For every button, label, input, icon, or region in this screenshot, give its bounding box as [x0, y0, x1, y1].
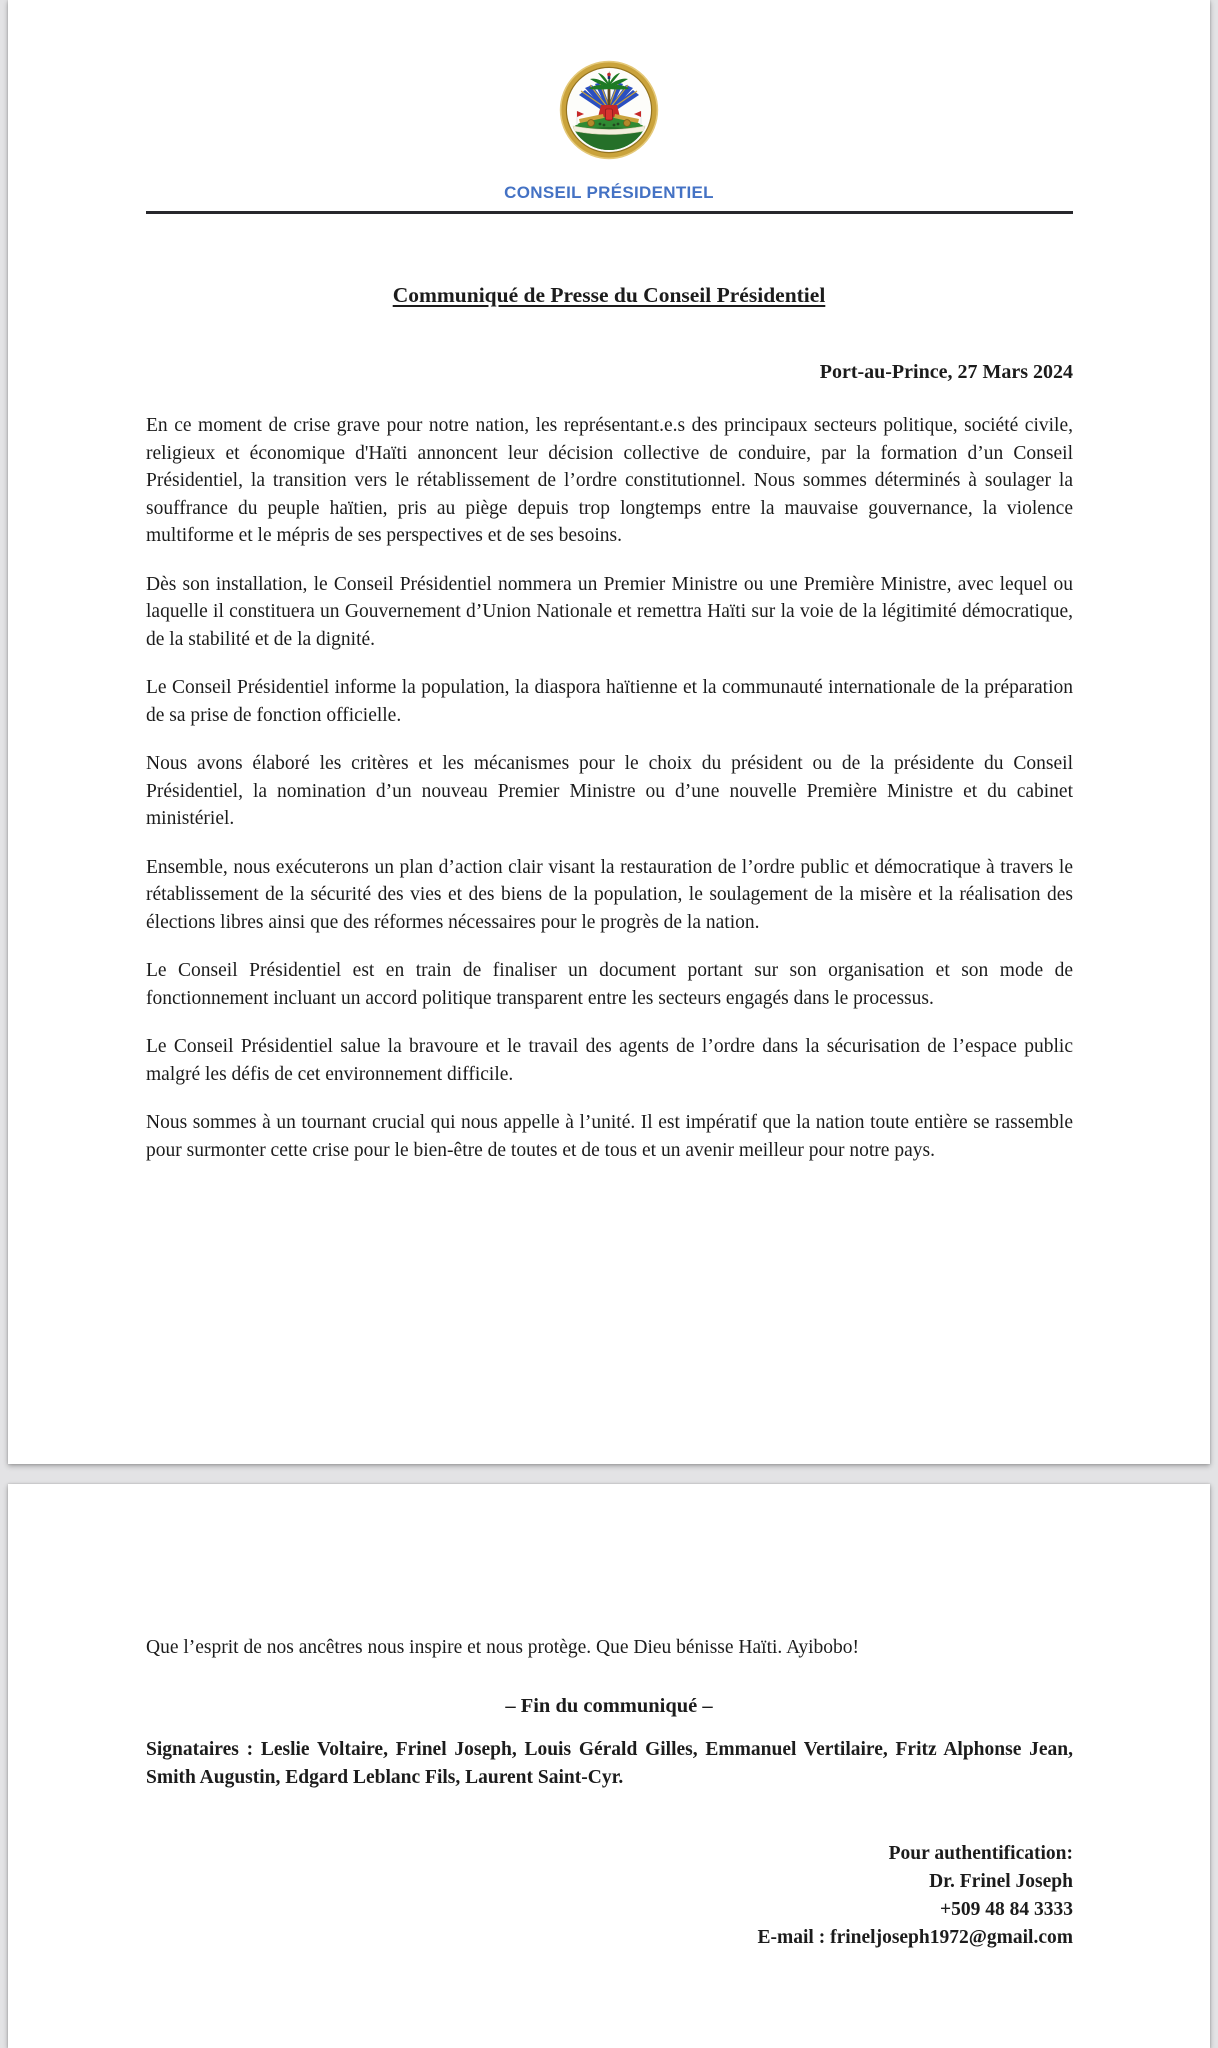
page-1 — [8, 0, 1210, 1464]
signatories: Signataires : Leslie Voltaire, Frinel Joseph, Louis Gérald Gilles, Emmanuel Vertilaire, Fritz Alphonse Jean, Smith Augustin, Edgard Leblanc Fils, Laurent Saint-Cyr. — [146, 1739, 1073, 1788]
paragraph: Le Conseil Présidentiel salue la bravoure et le travail des agents de l’ordre dans la sécurisation de l’espace public malgré les défis de cet environnement difficile. — [146, 1036, 1073, 1085]
doc-title: Communiqué de Presse du Conseil Présidentiel — [392, 283, 826, 307]
paragraph: En ce moment de crise grave pour notre nation, les représentant.e.s des principaux secteurs politique, société civile, religieux et économique d'Haïti annoncent leur décision collective de conduire, par la formation d’un Conseil Présidentiel, la transition vers le rétablissement de l’ordre constitutionnel. Nous sommes déterminés à soulager la souffrance du peuple haïtien, pris au piège depuis trop longtemps entre la mauvaise gouvernance, la violence multiforme et le mépris de ses perspectives et de ses besoins. — [146, 415, 1073, 546]
authentication-block — [146, 1840, 1073, 1952]
paragraph: Le Conseil Présidentiel est en train de finaliser un document portant sur son organisation et son mode de fonctionnement incluant un accord politique transparent entre les secteurs engagés dans le processus. — [146, 960, 1073, 1009]
blessing-line: Que l’esprit de nos ancêtres nous inspire et nous protège. Que Dieu bénisse Haïti. Ayibobo! — [146, 1637, 860, 1658]
end-of-communique-marker: – Fin du communiqué – — [505, 1695, 713, 1717]
paragraph: Nous avons élaboré les critères et les mécanismes pour le choix du président ou de la présidente du Conseil Présidentiel, la nomination d’un nouveau Premier Ministre ou d’une nouvelle Première Ministre et du cabinet ministériel. — [146, 753, 1073, 829]
header-rule — [146, 211, 1073, 214]
auth-heading: Pour authentification: — [888, 1843, 1073, 1864]
page-2 — [8, 1484, 1210, 2048]
auth-email: E-mail : frineljoseph1972@gmail.com — [757, 1927, 1073, 1948]
org-name: CONSEIL PRÉSIDENTIEL — [504, 183, 714, 202]
paragraph: Dès son installation, le Conseil Présidentiel nommera un Premier Ministre ou une Première Ministre, avec lequel ou laquelle il constituera un Gouvernement d’Union Nationale et remettra Haïti sur la voie de la légitimité démocratique, de la stabilité et de la dignité. — [146, 573, 1073, 650]
haiti-coat-of-arms-icon — [559, 58, 659, 160]
body-text — [146, 412, 1073, 1185]
dateline: Port-au-Prince, 27 Mars 2024 — [819, 361, 1073, 383]
auth-phone: +509 48 84 3333 — [940, 1899, 1073, 1920]
paragraph: Nous sommes à un tournant crucial qui nous appelle à l’unité. Il est impératif que la nation toute entière se rassemble pour surmonter cette crise pour le bien-être de toutes et de tous et un avenir meilleur pour notre pays. — [146, 1112, 1073, 1161]
paragraph: Ensemble, nous exécuterons un plan d’action clair visant la restauration de l’ordre public et démocratique à travers le rétablissement de la sécurité des vies et des biens de la population, le soulagement de la misère et la réalisation des élections libres ainsi que des réformes nécessaires pour le progrès de la nation. — [146, 856, 1073, 933]
paragraph: Le Conseil Présidentiel informe la population, la diaspora haïtienne et la communauté internationale de la préparation de sa prise de fonction officielle. — [146, 677, 1073, 726]
auth-name: Dr. Frinel Joseph — [929, 1871, 1073, 1892]
